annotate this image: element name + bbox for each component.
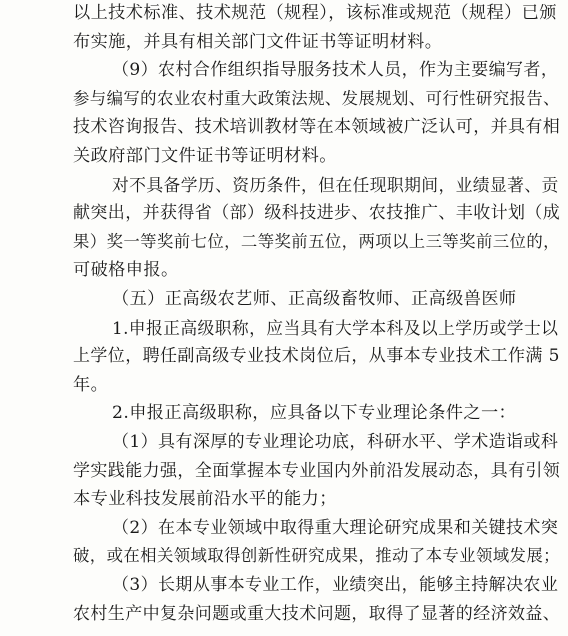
- text-line: （9）农村合作组织指导服务技术人员，作为主要编写者，: [112, 60, 559, 81]
- text-line: 对不具备学历、资历条件，但在任现职期间，业绩显著、贡: [112, 174, 559, 195]
- text-line: 以上技术标准、技术规范（规程），该标准或规范（规程）已颁: [73, 3, 557, 23]
- text-line: （2）在本专业领域中取得重大理论研究成果和关键技术突: [112, 517, 559, 538]
- text-line: 学实践能力强，全面掌握本专业国内外前沿发展动态，具有引领: [73, 460, 561, 481]
- text-line: 技术咨询报告、技术培训教材等在本领域被广泛认可，并具有相: [73, 117, 561, 138]
- text-line: 2.申报正高级职称，应具备以下专业理论条件之一：: [112, 403, 517, 424]
- text-line: 布实施，并具有相关部门文件证书等证明材料。: [73, 31, 443, 52]
- section-heading: （五）正高级农艺师、正高级畜牧师、正高级兽医师: [112, 289, 517, 309]
- text-line: 可破格申报。: [73, 260, 179, 281]
- text-line: 年。: [73, 374, 109, 395]
- text-line: （1）具有深厚的专业理论功底，科研水平、学术造诣或科: [112, 432, 559, 452]
- text-line: 本专业科技发展前沿水平的能力；: [73, 489, 337, 510]
- text-line: （3）长期从事本专业工作，业绩突出，能够主持解决农业: [112, 575, 559, 595]
- text-line: 破，或在相关领域取得创新性研究成果，推动了本专业领域发展；: [73, 546, 560, 566]
- text-line: 果）奖一等奖前七位，二等奖前五位，两项以上三等奖前三位的，: [73, 231, 560, 251]
- text-line: 献突出，并获得省（部）级科技进步、农技推广、丰收计划（成: [73, 203, 561, 224]
- text-line: 参与编写的农业农村重大政策法规、发展规划、可行性研究报告、: [73, 88, 560, 108]
- text-line: 关政府部门文件证书等证明材料。: [73, 146, 337, 166]
- text-line: 1.申报正高级职称，应当具有大学本科及以上学历或学士以: [112, 317, 559, 338]
- text-line: 农村生产中复杂问题或重大技术问题，取得了显著的经济效益、: [73, 603, 561, 624]
- text-line: 上学位，聘任副高级专业技术岗位后，从事本专业技术工作满 5: [73, 346, 560, 367]
